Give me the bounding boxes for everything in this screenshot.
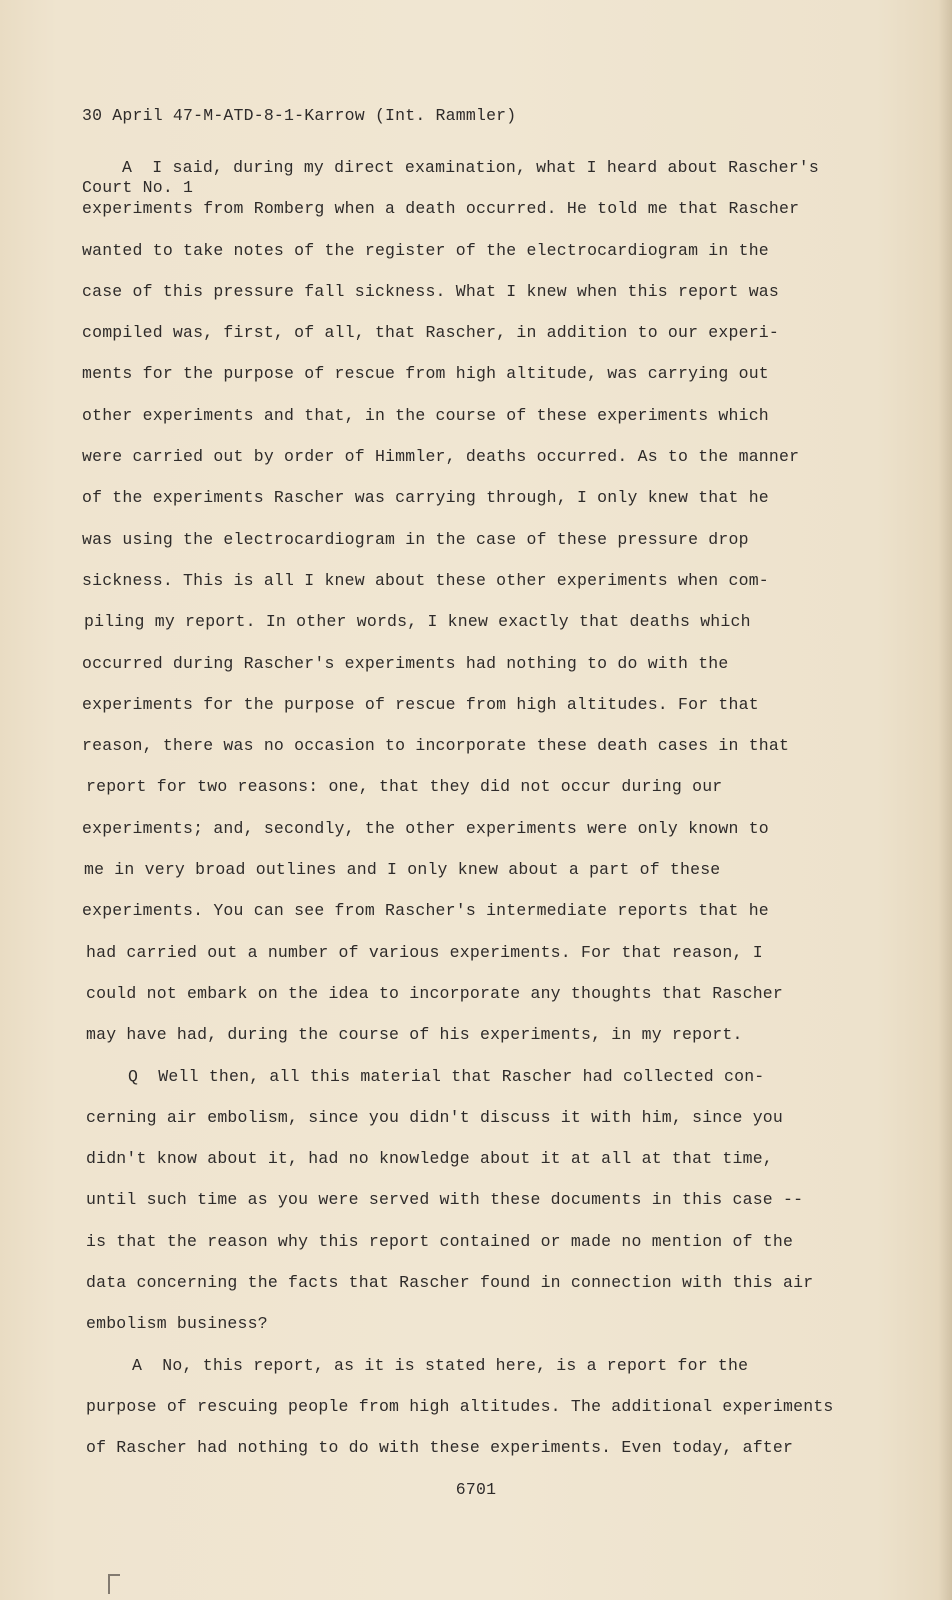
- transcript-line: me in very broad outlines and I only knew about a part of these: [84, 860, 721, 880]
- transcript-line: could not embark on the idea to incorporate any thoughts that Rascher: [86, 983, 784, 1003]
- transcript-line: reason, there was no occasion to incorporate these death cases in that: [82, 736, 790, 756]
- transcript-line: A No, this report, as it is stated here, is a report for the: [132, 1355, 749, 1375]
- header-court-number: Court No. 1: [82, 178, 194, 197]
- transcript-line: experiments; and, secondly, the other experiments were only known to: [82, 818, 769, 838]
- transcript-line: had carried out a number of various experiments. For that reason, I: [86, 942, 763, 962]
- transcript-line: occurred during Rascher's experiments had nothing to do with the: [82, 653, 729, 673]
- transcript-line: until such time as you were served with these documents in this case --: [86, 1190, 804, 1210]
- page-number: 6701: [455, 1480, 497, 1499]
- transcript-line: is that the reason why this report contained or made no mention of the: [86, 1231, 794, 1251]
- transcript-line: other experiments and that, in the course of these experiments which: [82, 405, 769, 425]
- header-case-reference: 30 April 47-M-ATD-8-1-Karrow (Int. Rammler): [82, 106, 517, 125]
- transcript-line: experiments from Romberg when a death occurred. He told me that Rascher: [82, 199, 800, 219]
- page-edge-shadow: [938, 0, 952, 1600]
- transcript-line: experiments. You can see from Rascher's intermediate reports that he: [82, 901, 769, 921]
- transcript-line: wanted to take notes of the register of the electrocardiogram in the: [82, 240, 769, 260]
- transcript-line: data concerning the facts that Rascher found in connection with this air: [86, 1273, 814, 1293]
- transcript-line: report for two reasons: one, that they did not occur during our: [86, 777, 723, 797]
- transcript-line: were carried out by order of Himmler, deaths occurred. As to the manner: [82, 447, 800, 467]
- transcript-line: purpose of rescuing people from high altitudes. The additional experiments: [86, 1396, 834, 1416]
- transcript-line: was using the electrocardiogram in the case of these pressure drop: [82, 529, 749, 549]
- transcript-line: compiled was, first, of all, that Rascher, in addition to our experi-: [82, 323, 780, 343]
- transcript-line: piling my report. In other words, I knew exactly that deaths which: [84, 612, 751, 632]
- transcript-line: of the experiments Rascher was carrying through, I only knew that he: [82, 488, 769, 508]
- transcript-line: case of this pressure fall sickness. What I knew when this report was: [82, 281, 780, 301]
- transcript-line: of Rascher had nothing to do with these experiments. Even today, after: [86, 1438, 794, 1458]
- stray-pen-mark: [108, 1574, 120, 1594]
- transcript-line: sickness. This is all I knew about these other experiments when com-: [82, 570, 769, 590]
- transcript-line: Q Well then, all this material that Rascher had collected con-: [128, 1066, 765, 1086]
- transcript-line: experiments for the purpose of rescue from high altitudes. For that: [82, 694, 759, 714]
- transcript-line: embolism business?: [86, 1314, 268, 1334]
- transcript-line: didn't know about it, had no knowledge about it at all at that time,: [86, 1149, 773, 1169]
- transcript-line: may have had, during the course of his experiments, in my report.: [86, 1025, 743, 1045]
- transcript-line: ments for the purpose of rescue from high altitude, was carrying out: [82, 364, 769, 384]
- transcript-line: A I said, during my direct examination, what I heard about Rascher's: [122, 158, 820, 177]
- transcript-line: cerning air embolism, since you didn't discuss it with him, since you: [86, 1107, 784, 1127]
- transcript-body: [82, 156, 842, 1478]
